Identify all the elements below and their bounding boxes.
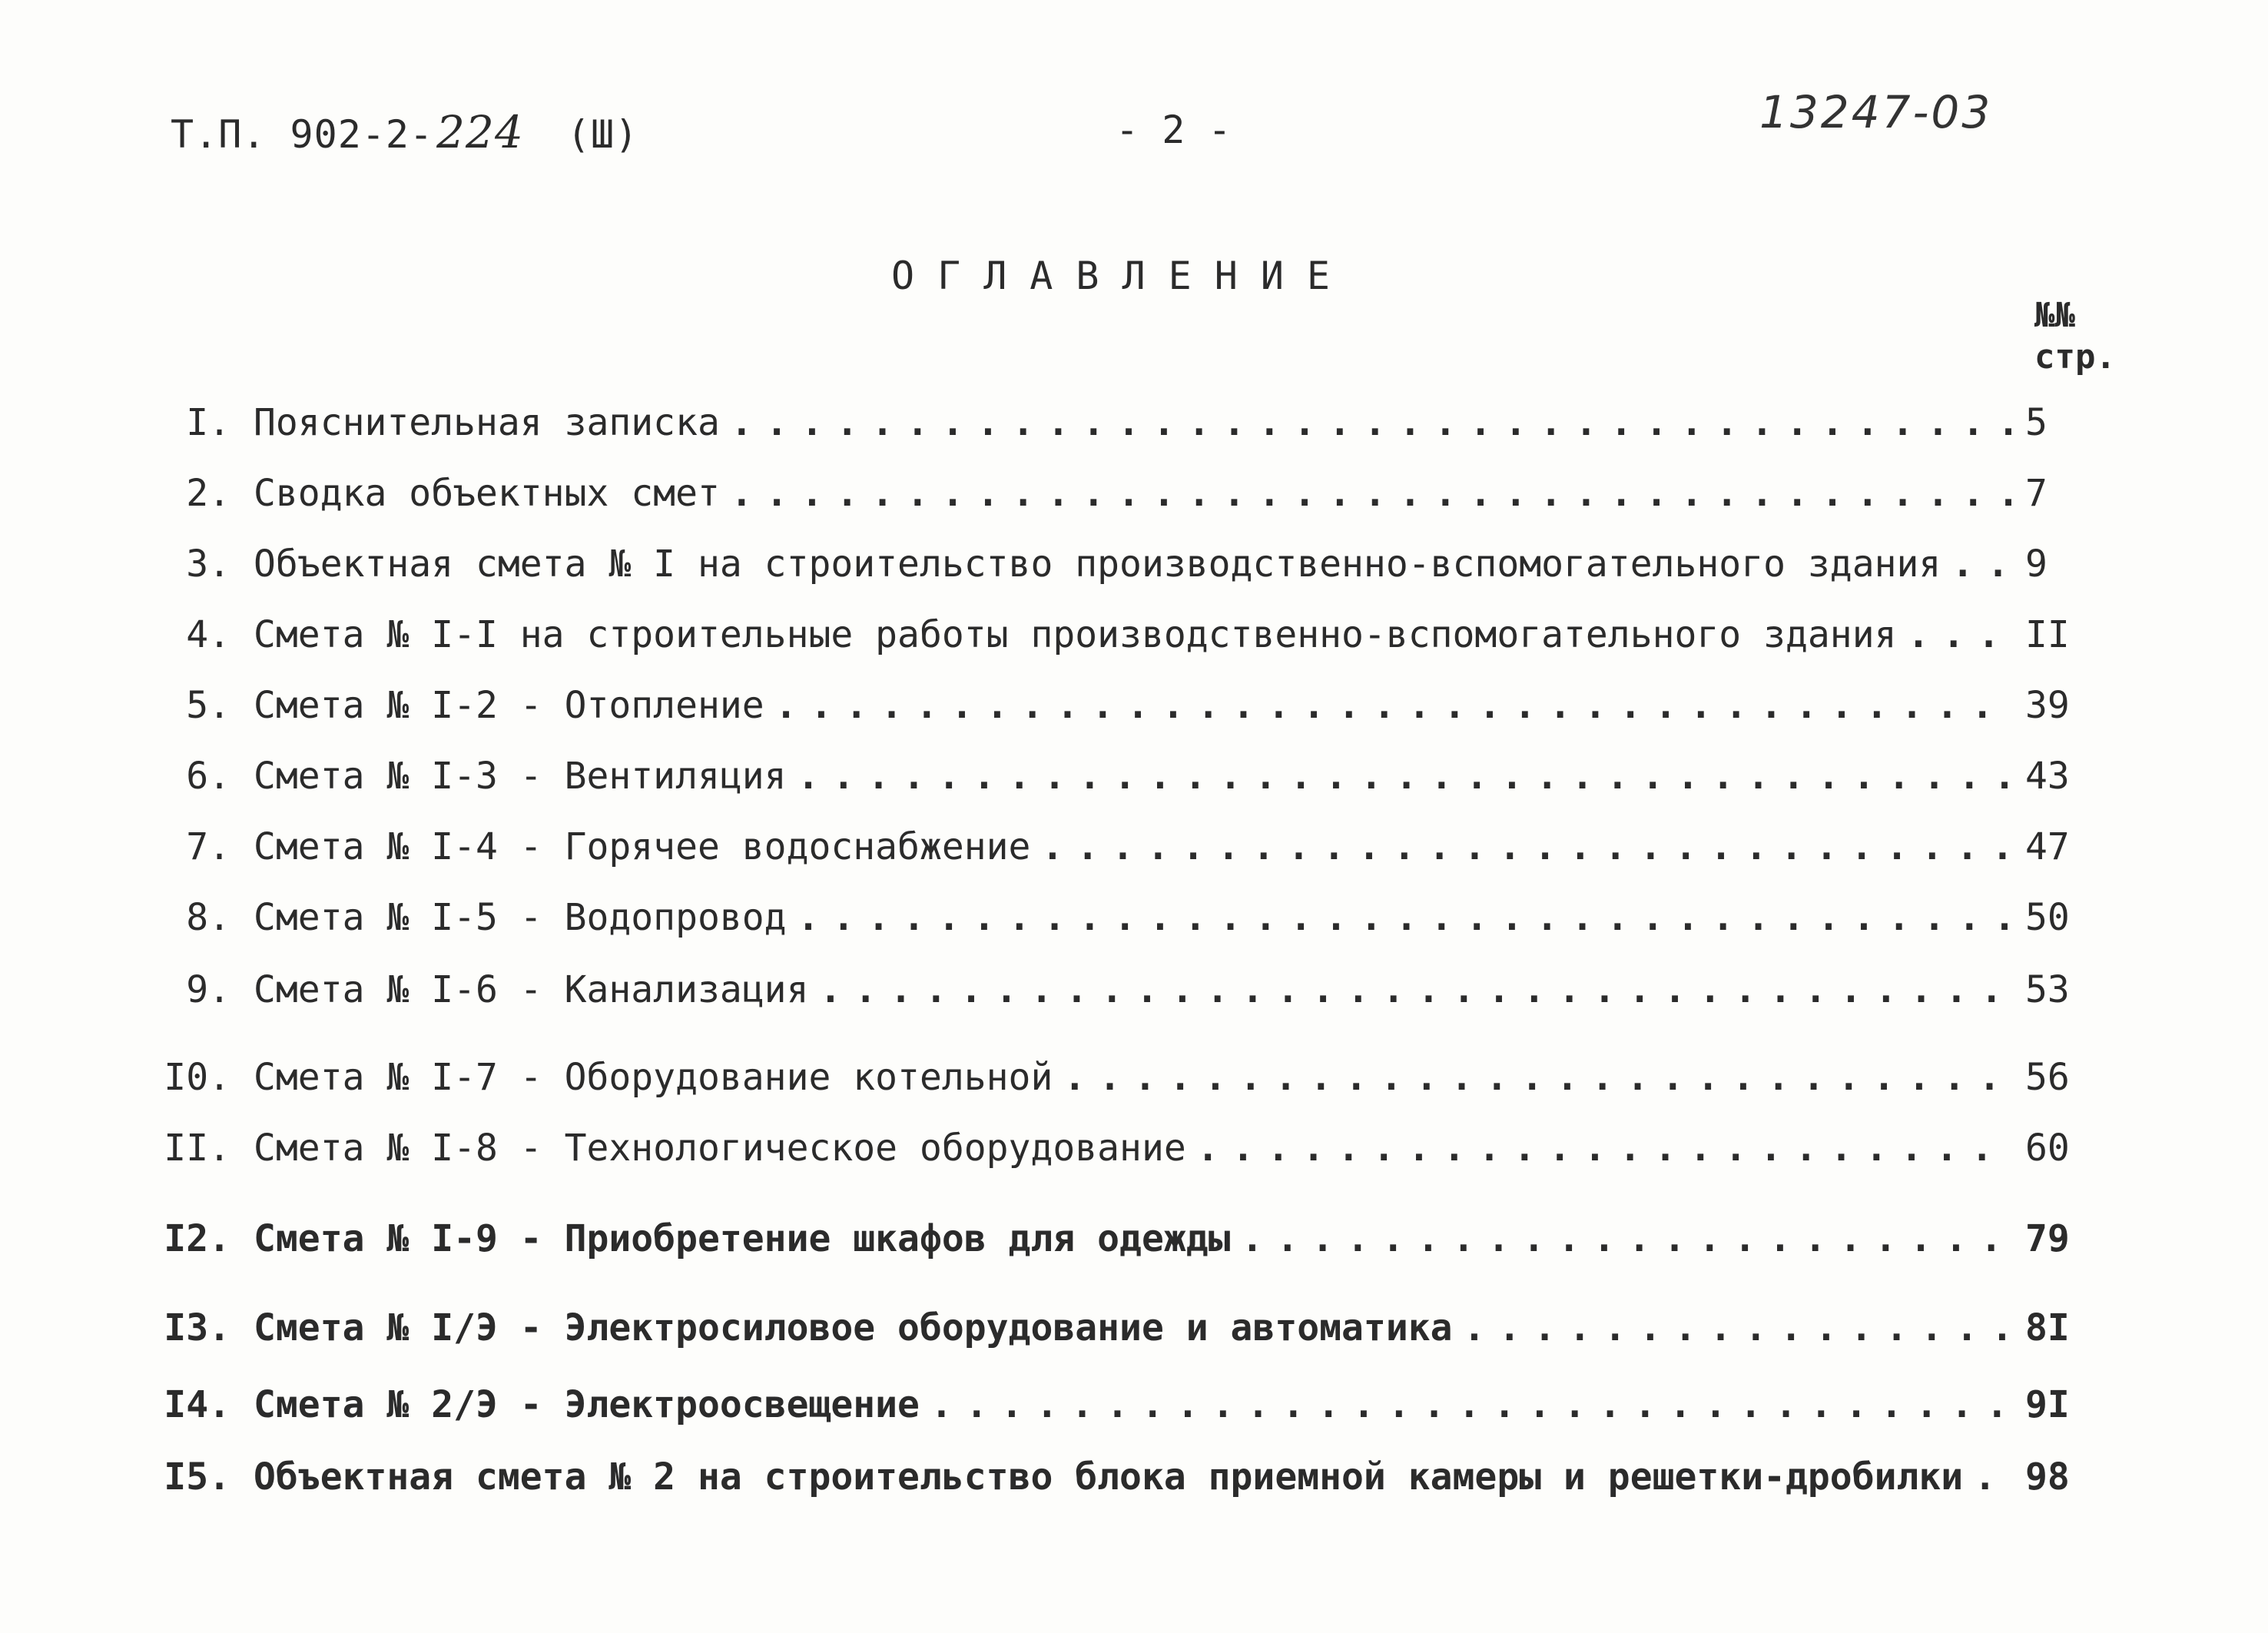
toc-row-number: I4. — [164, 1383, 230, 1426]
page-title: ОГЛАВЛЕНИЕ — [891, 254, 1354, 298]
toc-row-text — [254, 1217, 2013, 1260]
toc-row-leader — [1197, 1127, 2013, 1170]
toc-row-text — [254, 1383, 2013, 1426]
toc-row-number: 4. — [186, 613, 230, 656]
toc-row — [0, 1127, 2268, 1176]
toc-row-text — [254, 684, 2013, 727]
toc-row-label: Сводка объектных смет — [254, 472, 720, 515]
toc-row-label: Объектная смета № I на строительство производственно-вспомогательного здания — [254, 543, 1941, 586]
toc-row-text — [254, 896, 2013, 939]
toc-row — [0, 896, 2268, 945]
toc-row-label: Смета № I-9 - Приобретение шкафов для одежды — [254, 1217, 1231, 1260]
document-code — [171, 106, 638, 158]
toc-row-label: Смета № I-4 - Горячее водоснабжение — [254, 825, 1031, 868]
toc-row-leader — [1242, 1217, 2013, 1260]
toc-row-text — [254, 825, 2013, 868]
toc-row-page: 5 — [2025, 401, 2048, 444]
toc-row-page: 39 — [2025, 684, 2070, 727]
toc-row — [0, 1383, 2268, 1432]
toc-row-text — [254, 1306, 2013, 1349]
toc-row-leader — [1464, 1306, 2013, 1349]
toc-row-number: 6. — [186, 755, 230, 798]
toc-row-number: I. — [186, 401, 230, 444]
stamp-number: 13247-03 — [1759, 86, 1993, 138]
toc-row-number: 5. — [186, 684, 230, 727]
toc-row-label: Смета № I-I на строительные работы производственно-вспомогательного здания — [254, 613, 1897, 656]
toc-row-leader — [1951, 543, 2013, 586]
toc-row-leader — [797, 755, 2013, 798]
toc-row-leader — [775, 684, 2013, 727]
toc-row-label: Смета № I-8 - Технологическое оборудование — [254, 1127, 1186, 1170]
toc-row-leader — [731, 401, 2013, 444]
toc-row-label: Смета № I-7 - Оборудование котельной — [254, 1056, 1053, 1099]
toc-row-leader — [1974, 1455, 2013, 1499]
toc-row-leader — [819, 968, 2013, 1011]
document-code-prefix: Т.П. 902-2- — [171, 112, 434, 157]
toc-row-leader — [1041, 825, 2013, 868]
toc-row — [0, 1306, 2268, 1356]
toc-row-text — [254, 613, 2013, 656]
toc-row-number: 3. — [186, 543, 230, 586]
toc-row-number: 9. — [186, 968, 230, 1011]
toc-row-label: Смета № I-6 - Канализация — [254, 968, 809, 1011]
toc-row-leader — [1907, 613, 2013, 656]
toc-row — [0, 825, 2268, 875]
toc-row-number: I0. — [164, 1056, 230, 1099]
toc-row-label: Смета № I/Э - Электросиловое оборудование и автоматика — [254, 1306, 1453, 1349]
toc-row-leader — [797, 896, 2013, 939]
toc-row-label: Смета № I-3 - Вентиляция — [254, 755, 787, 798]
toc-row — [0, 968, 2268, 1017]
toc-row-page: 79 — [2025, 1217, 2070, 1260]
document-code-handwritten: 224 — [436, 106, 524, 158]
toc-row-label: Объектная смета № 2 на строительство блока приемной камеры и решетки-дробилки — [254, 1455, 1964, 1499]
toc-row-text — [254, 401, 2013, 444]
toc-row-page: 43 — [2025, 755, 2070, 798]
toc-row — [0, 684, 2268, 733]
toc-row-leader — [1063, 1056, 2013, 1099]
toc-row-page: II — [2025, 613, 2070, 656]
column-header-line1: №№ — [2034, 296, 2075, 335]
toc-row-page: 9 — [2025, 543, 2048, 586]
toc-row-text — [254, 1455, 2013, 1499]
toc-row — [0, 755, 2268, 804]
toc-row-page: 7 — [2025, 472, 2048, 515]
toc-row-page: 47 — [2025, 825, 2070, 868]
toc-row-label: Смета № I-5 - Водопровод — [254, 896, 787, 939]
toc-row-leader — [930, 1383, 2013, 1426]
toc-row-leader — [731, 472, 2013, 515]
toc-row — [0, 543, 2268, 592]
toc-row-number: 7. — [186, 825, 230, 868]
toc-row-page: 8I — [2025, 1306, 2070, 1349]
toc-row-text — [254, 968, 2013, 1011]
toc-row-text — [254, 1056, 2013, 1099]
page-number: - 2 - — [1116, 108, 1232, 152]
toc-row-page: 98 — [2025, 1455, 2070, 1499]
toc-row-label: Пояснительная записка — [254, 401, 720, 444]
toc-row-page: 9I — [2025, 1383, 2070, 1426]
document-code-suffix: (Ш) — [566, 112, 639, 157]
toc-row — [0, 613, 2268, 662]
toc-row — [0, 472, 2268, 521]
toc-row-number: 2. — [186, 472, 230, 515]
toc-row — [0, 1217, 2268, 1266]
page-column-header — [2034, 295, 2116, 378]
toc-row — [0, 1056, 2268, 1105]
toc-row-text — [254, 1127, 2013, 1170]
toc-row-label: Смета № 2/Э - Электроосвещение — [254, 1383, 920, 1426]
toc-row-page: 56 — [2025, 1056, 2070, 1099]
column-header-line2: стр. — [2034, 337, 2116, 377]
toc-row-text — [254, 543, 2013, 586]
toc-row-number: II. — [164, 1127, 230, 1170]
toc-row-page: 53 — [2025, 968, 2070, 1011]
toc-row-number: 8. — [186, 896, 230, 939]
toc-row — [0, 1455, 2268, 1505]
toc-row-text — [254, 472, 2013, 515]
toc-row-number: I3. — [164, 1306, 230, 1349]
toc-row-text — [254, 755, 2013, 798]
toc-row-label: Смета № I-2 - Отопление — [254, 684, 764, 727]
toc-row-page: 50 — [2025, 896, 2070, 939]
toc-row-number: I5. — [164, 1455, 230, 1499]
toc-row — [0, 401, 2268, 450]
toc-row-number: I2. — [164, 1217, 230, 1260]
toc-row-page: 60 — [2025, 1127, 2070, 1170]
